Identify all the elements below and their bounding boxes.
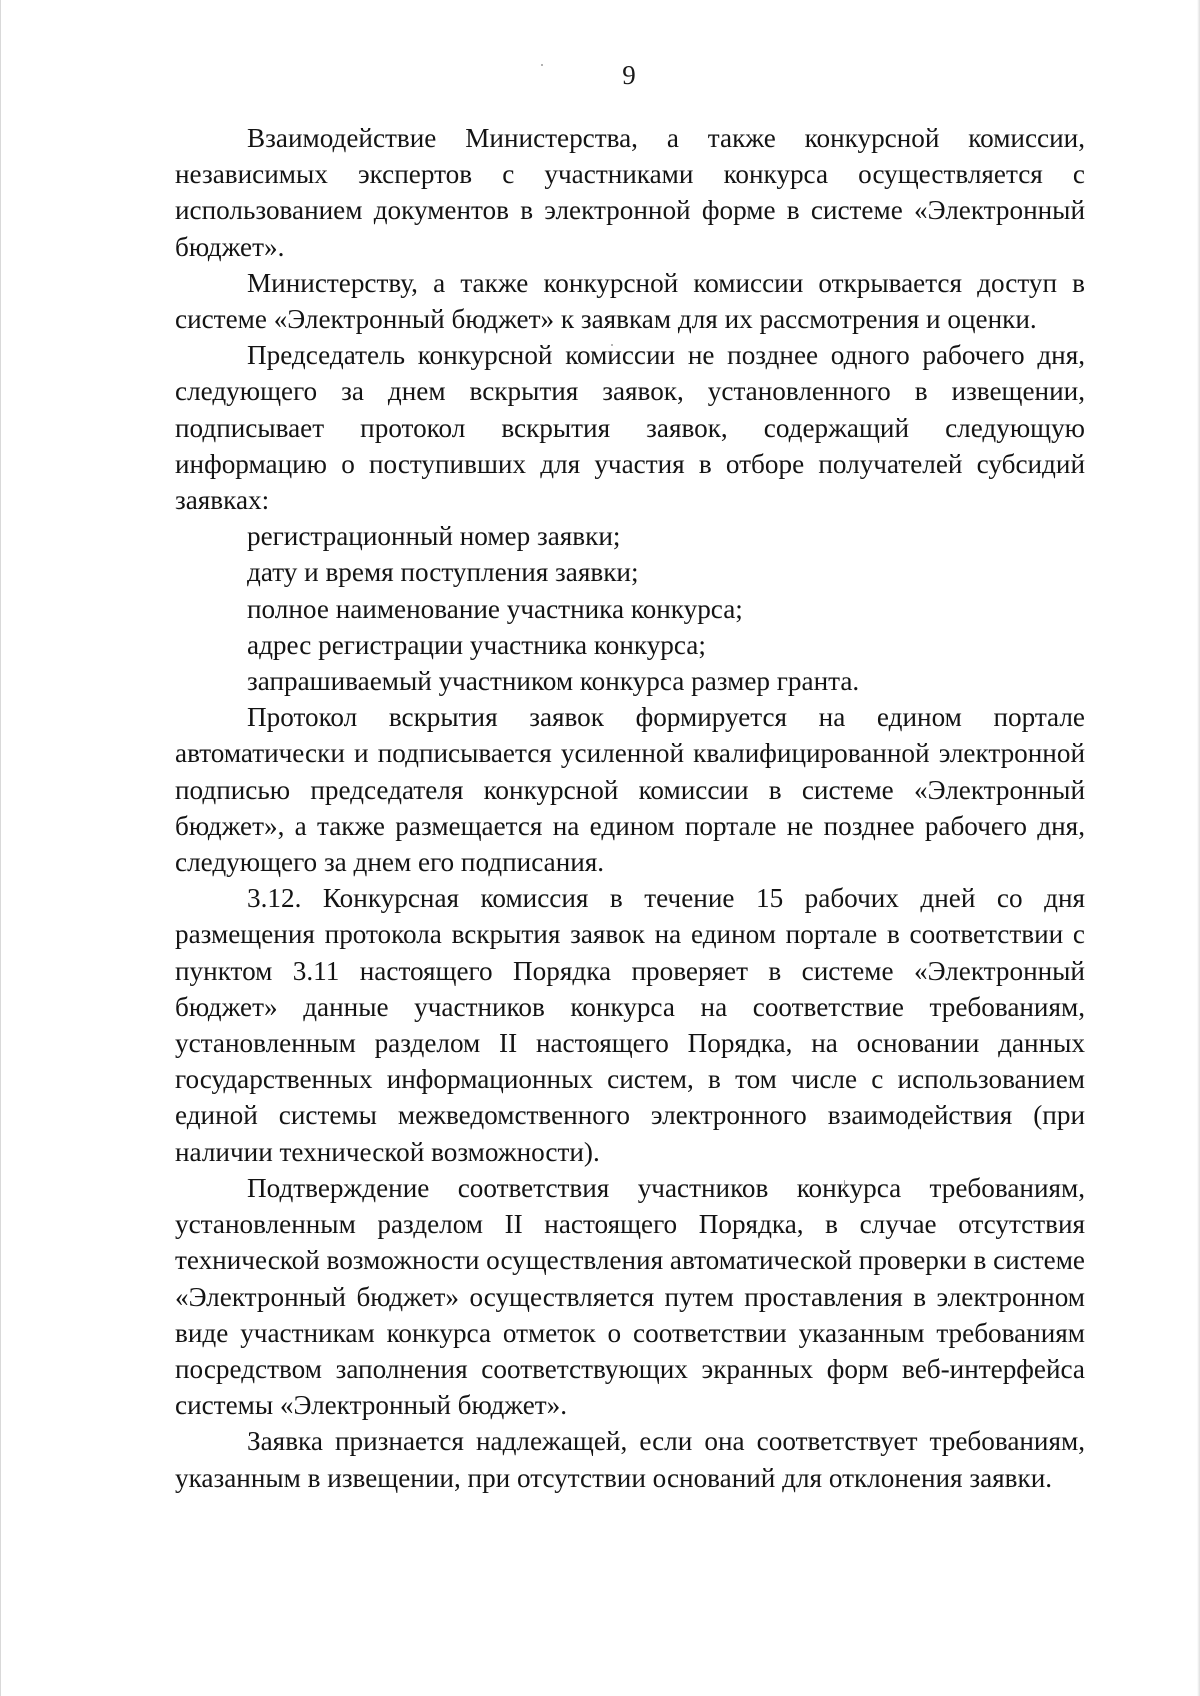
- paragraph-application-valid: Заявка признается надлежащей, если она соответствует требованиям, указанным в извещении, при отсутствии оснований для отклонения заявки.: [175, 1426, 1085, 1493]
- document-body: [175, 120, 1085, 1496]
- paragraph-confirmation: Подтверждение соответствия участников конкурса требованиям, установленным разделом II настоящего Порядка, в случае отсутствия технической возможности осуществления автоматической проверки в системе «Электронный бюджет» осуществляется путем проставления в электронном виде участникам конкурса отметок о соответствии указанным требованиям посредством заполнения соответствующих экранных форм веб-интерфейса системы «Электронный бюджет».: [175, 1172, 1085, 1421]
- list-item: дату и время поступления заявки;: [247, 557, 639, 588]
- paragraph-section-3-12: 3.12. Конкурсная комиссия в течение 15 рабочих дней со дня размещения протокола вскрытия заявок на едином портале в соответствии с пунктом 3.11 настоящего Порядка проверяет в системе «Электронный бюджет» данные участников конкурса на соответствие требованиям, установленным разделом II настоящего Порядка, на основании данных государственных информационных систем, в том числе с использованием единой системы межведомственного электронного взаимодействия (при наличии технической возможности).: [175, 883, 1085, 1167]
- paragraph-access: Министерству, а также конкурсной комиссии открывается доступ в системе «Электронный бюджет» к заявкам для их рассмотрения и оценки.: [175, 267, 1085, 335]
- paragraph-interaction: Взаимодействие Министерства, а также конкурсной комиссии, независимых экспертов с участниками конкурса осуществляется с использованием документов в электронной форме в системе «Электронный бюджет».: [175, 123, 1085, 262]
- paragraph-protocol-formation: Протокол вскрытия заявок формируется на едином портале автоматически и подписывается усиленной квалифицированной электронной подписью председателя конкурсной комиссии в системе «Электронный бюджет», а также размещается на едином портале не позднее рабочего дня, следующего за днем его подписания.: [175, 702, 1085, 878]
- page-number: 9: [622, 60, 636, 90]
- list-item: полное наименование участника конкурса;: [247, 593, 743, 624]
- list-item: адрес регистрации участника конкурса;: [247, 629, 706, 660]
- list-item: регистрационный номер заявки;: [247, 521, 621, 552]
- list-item: запрашиваемый участником конкурса размер гранта.: [247, 666, 860, 697]
- paragraph-chairman-protocol: Председатель конкурсной комиссии не позднее одного рабочего дня, следующего за днем вскрытия заявок, установленного в извещении, подписывает протокол вскрытия заявок, содержащий следующую информацию о поступивших для участия в отборе получателей субсидий заявках:: [175, 340, 1085, 516]
- scan-speck: [541, 64, 543, 66]
